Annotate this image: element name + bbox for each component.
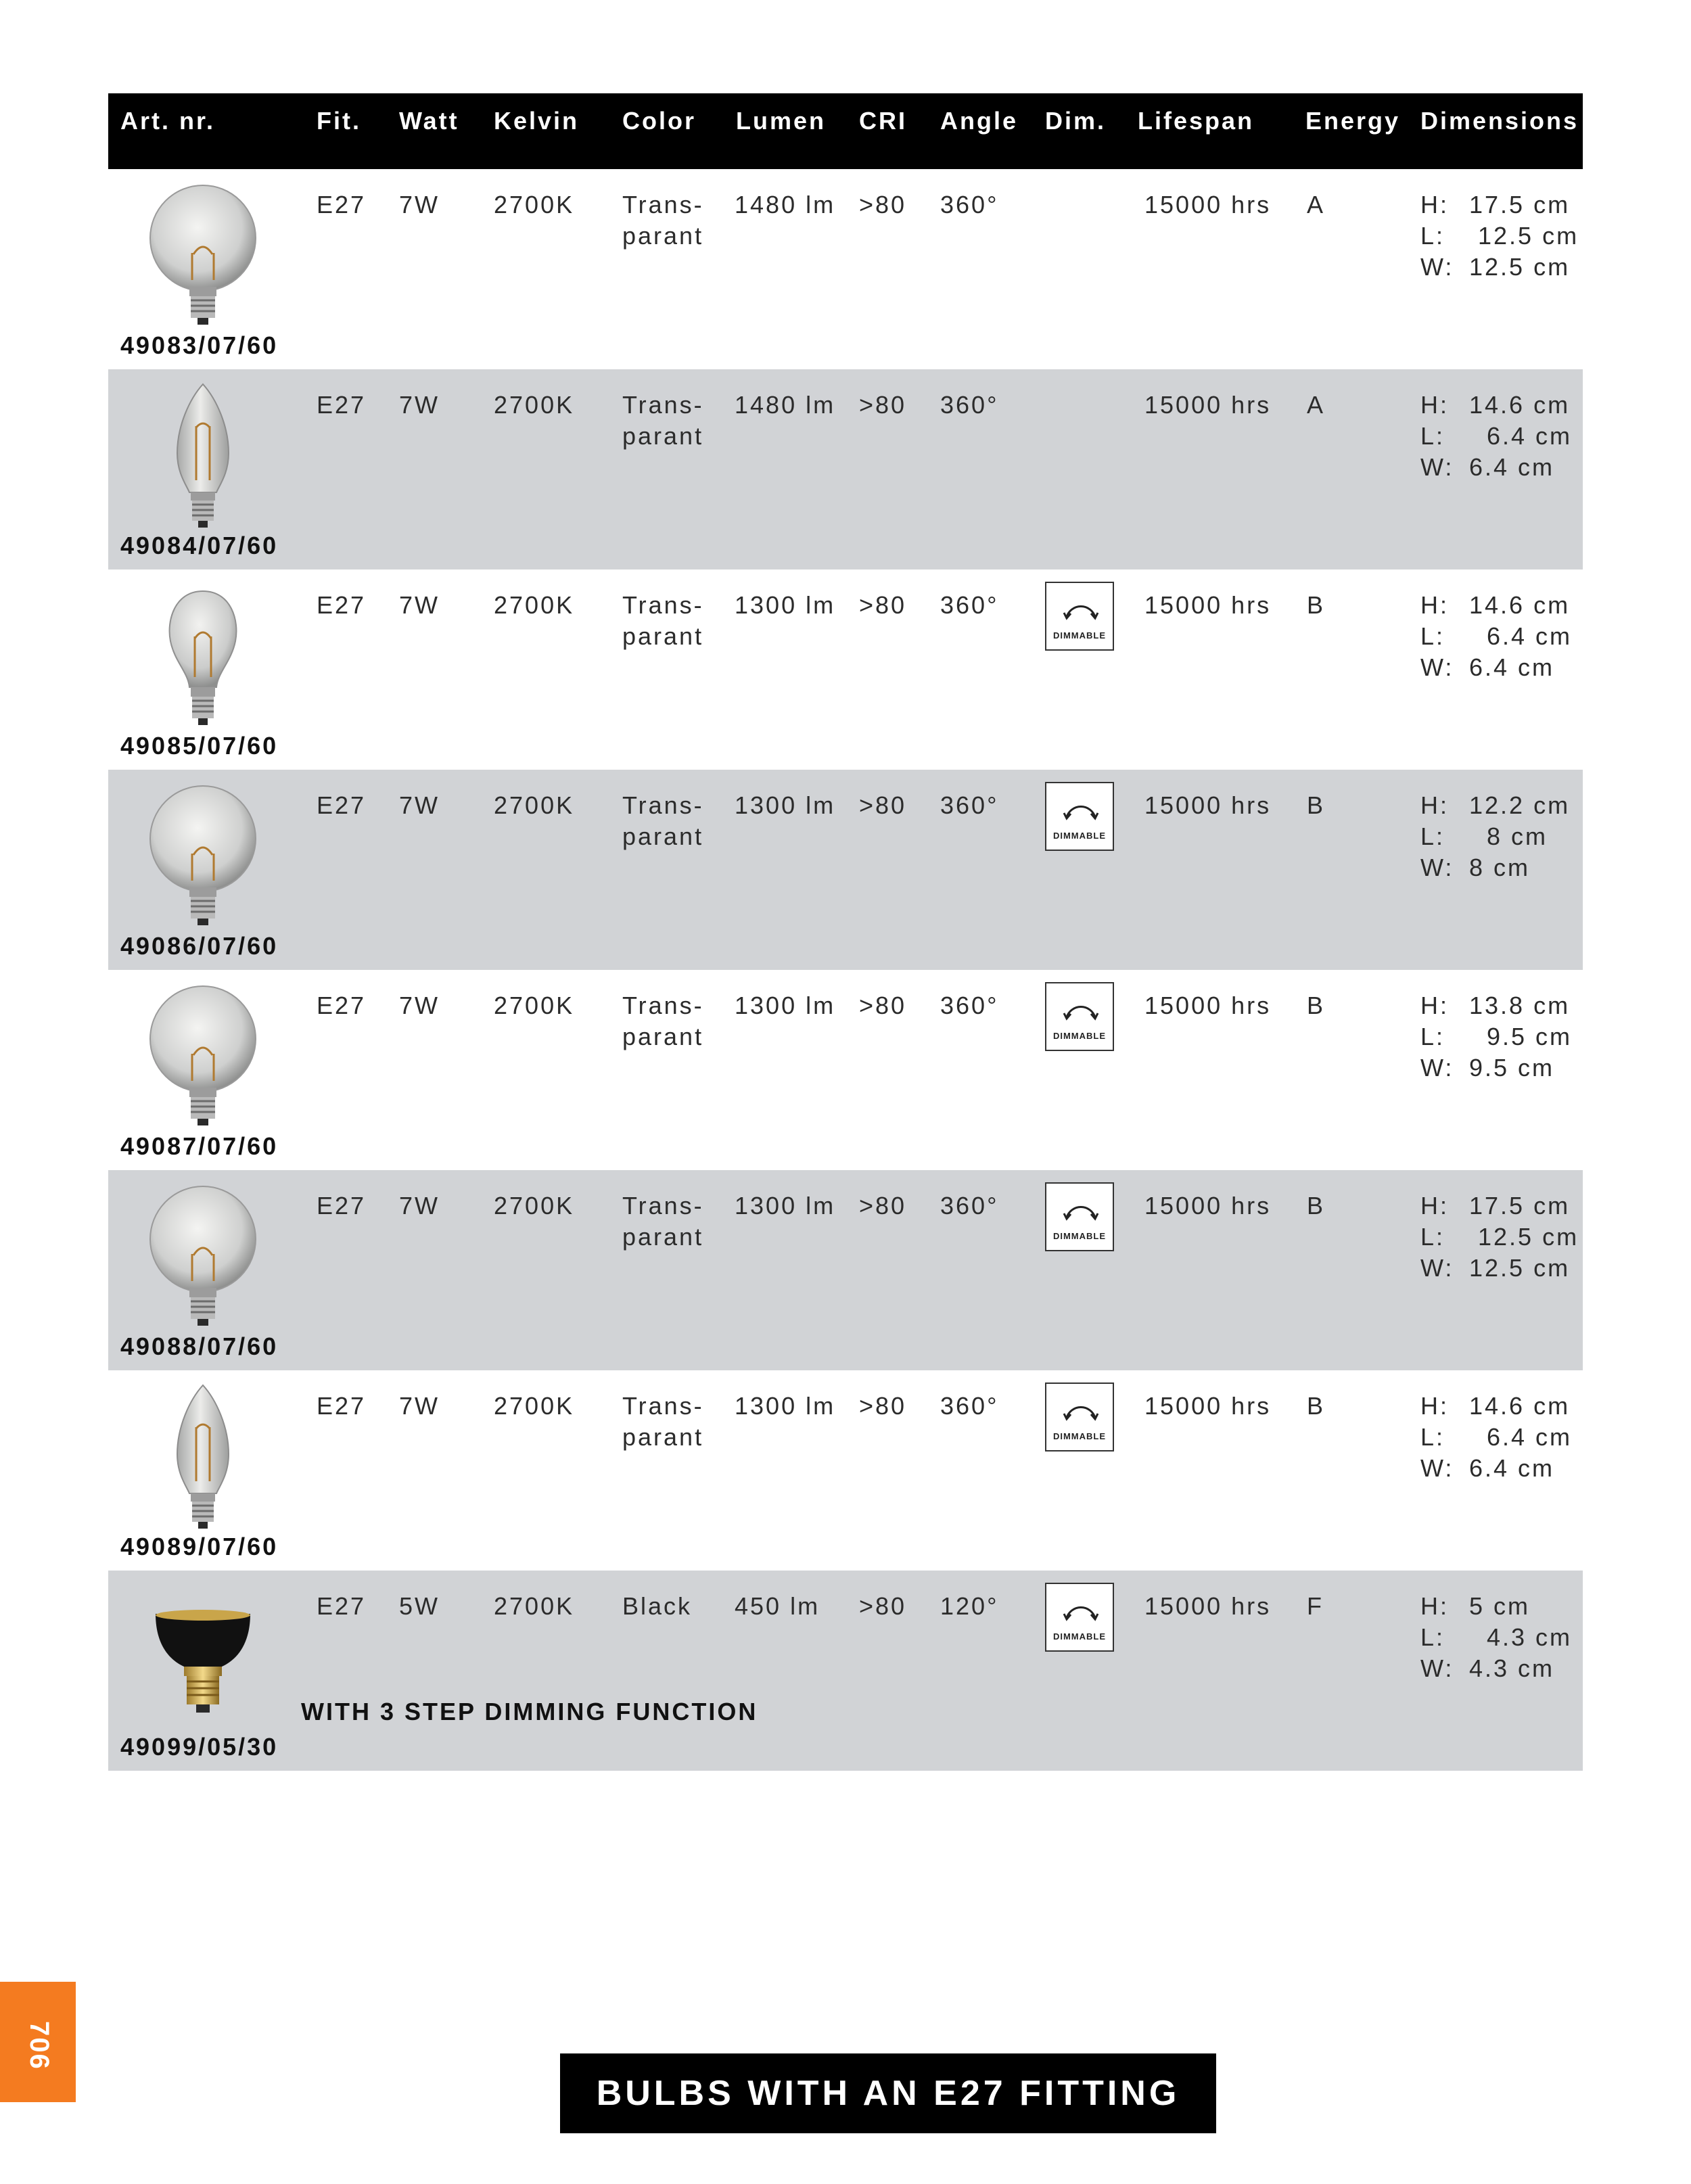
edison-bulb-icon [142, 1380, 264, 1535]
table-row [108, 1170, 1583, 1370]
width-label: W: [1420, 1054, 1454, 1082]
article-number: 49087/07/60 [120, 1132, 279, 1160]
table-body [108, 169, 1583, 1771]
dimensions-value [1420, 1591, 1572, 1684]
table-row [108, 570, 1583, 770]
header-dim: Dim. [1045, 107, 1107, 135]
globe-bulb-icon [142, 979, 264, 1135]
length-label: L: [1420, 622, 1445, 650]
fitting-value: E27 [317, 992, 367, 1019]
color-line-1: Trans- [622, 1192, 704, 1219]
color-line-1: Trans- [622, 191, 704, 218]
height-value: 17.5 cm [1469, 1192, 1571, 1219]
energy-value: B [1307, 1392, 1326, 1420]
lifespan-value: 15000 hrs [1144, 1592, 1272, 1620]
height-value: 14.6 cm [1469, 1392, 1571, 1420]
height-value: 13.8 cm [1469, 992, 1571, 1019]
globe-bulb-icon [142, 179, 264, 334]
energy-value: A [1307, 391, 1326, 419]
height-label: H: [1420, 791, 1449, 819]
dimmable-icon [1045, 582, 1114, 651]
lumen-value: 1300 lm [735, 791, 836, 819]
header-watt: Watt [399, 107, 459, 135]
angle-value: 120° [940, 1592, 999, 1620]
dimensions-value [1420, 590, 1572, 683]
height-label: H: [1420, 1592, 1449, 1620]
header-lumen: Lumen [736, 107, 827, 135]
dimmable-label: DIMMABLE [1052, 831, 1107, 841]
width-value: 12.5 cm [1469, 1254, 1571, 1282]
lumen-value: 1480 lm [735, 191, 836, 218]
kelvin-value: 2700K [494, 1392, 575, 1420]
table-row [108, 369, 1583, 570]
color-line-2: parant [622, 1023, 704, 1050]
width-value: 6.4 cm [1469, 653, 1555, 681]
dimmable-label: DIMMABLE [1052, 1231, 1107, 1241]
header-fit: Fit. [317, 107, 361, 135]
dimensions-value [1420, 1391, 1572, 1484]
kelvin-value: 2700K [494, 191, 575, 218]
kelvin-value: 2700K [494, 1192, 575, 1219]
article-number: 49085/07/60 [120, 732, 279, 760]
length-value: 6.4 cm [1469, 422, 1573, 450]
globe-bulb-icon [142, 779, 264, 935]
table-row [108, 1571, 1583, 1771]
cri-value: >80 [859, 992, 907, 1019]
lumen-value: 450 lm [735, 1592, 820, 1620]
fitting-value: E27 [317, 591, 367, 619]
color-line-2: parant [622, 222, 704, 250]
kelvin-value: 2700K [494, 992, 575, 1019]
page-number: 706 [24, 2021, 54, 2070]
color-line-2: parant [622, 1423, 704, 1451]
header-cri: CRI [859, 107, 907, 135]
color-line-1: Trans- [622, 1392, 704, 1420]
width-label: W: [1420, 453, 1454, 481]
product-table [108, 93, 1583, 1771]
cri-value: >80 [859, 1392, 907, 1420]
energy-value: B [1307, 591, 1326, 619]
energy-value: B [1307, 992, 1326, 1019]
height-label: H: [1420, 391, 1449, 419]
page-number-tab [0, 1982, 76, 2102]
table-row [108, 970, 1583, 1170]
color-line-1: Trans- [622, 391, 704, 419]
width-value: 8 cm [1469, 854, 1531, 881]
fitting-value: E27 [317, 1592, 367, 1620]
lumen-value: 1300 lm [735, 1192, 836, 1219]
lifespan-value: 15000 hrs [1144, 1392, 1272, 1420]
lifespan-value: 15000 hrs [1144, 1192, 1272, 1219]
table-header [108, 93, 1583, 169]
edison-bulb-icon [142, 379, 264, 534]
width-label: W: [1420, 253, 1454, 281]
black-reflector-bulb-icon [142, 1580, 264, 1736]
width-value: 6.4 cm [1469, 1454, 1555, 1482]
watt-value: 7W [399, 191, 440, 218]
color-line-2: parant [622, 622, 704, 650]
length-value: 8 cm [1469, 822, 1548, 850]
energy-value: B [1307, 1192, 1326, 1219]
length-label: L: [1420, 1423, 1445, 1451]
color-line-1: Black [622, 1592, 693, 1620]
cri-value: >80 [859, 191, 907, 218]
header-energy: Energy [1305, 107, 1401, 135]
color-value [622, 1190, 704, 1253]
standard-bulb-icon [142, 579, 264, 735]
length-value: 6.4 cm [1469, 622, 1573, 650]
lifespan-value: 15000 hrs [1144, 191, 1272, 218]
cri-value: >80 [859, 1192, 907, 1219]
length-value: 6.4 cm [1469, 1423, 1573, 1451]
article-number: 49086/07/60 [120, 932, 279, 960]
color-value [622, 790, 704, 852]
height-label: H: [1420, 1392, 1449, 1420]
color-value [622, 590, 704, 652]
color-value [622, 189, 704, 252]
kelvin-value: 2700K [494, 591, 575, 619]
dimmable-icon [1045, 982, 1114, 1051]
table-row [108, 770, 1583, 970]
dimmable-icon [1045, 1182, 1114, 1251]
energy-value: B [1307, 791, 1326, 819]
lifespan-value: 15000 hrs [1144, 391, 1272, 419]
height-value: 5 cm [1469, 1592, 1531, 1620]
lifespan-value: 15000 hrs [1144, 992, 1272, 1019]
dimensions-value [1420, 990, 1572, 1084]
dimensions-value [1420, 1190, 1579, 1284]
width-label: W: [1420, 1654, 1454, 1682]
color-line-2: parant [622, 422, 704, 450]
height-value: 14.6 cm [1469, 591, 1571, 619]
watt-value: 7W [399, 791, 440, 819]
dimmable-icon [1045, 782, 1114, 851]
article-number: 49084/07/60 [120, 532, 279, 559]
fitting-value: E27 [317, 1392, 367, 1420]
color-value [622, 390, 704, 452]
length-label: L: [1420, 1023, 1445, 1050]
length-label: L: [1420, 222, 1445, 250]
fitting-value: E27 [317, 391, 367, 419]
article-number: 49089/07/60 [120, 1533, 279, 1560]
watt-value: 7W [399, 1392, 440, 1420]
lumen-value: 1300 lm [735, 992, 836, 1019]
width-value: 6.4 cm [1469, 453, 1555, 481]
cri-value: >80 [859, 391, 907, 419]
dimmable-label: DIMMABLE [1052, 630, 1107, 641]
kelvin-value: 2700K [494, 791, 575, 819]
lumen-value: 1300 lm [735, 591, 836, 619]
cri-value: >80 [859, 591, 907, 619]
header-dimensions: Dimensions [1420, 107, 1579, 135]
height-value: 14.6 cm [1469, 391, 1571, 419]
lifespan-value: 15000 hrs [1144, 591, 1272, 619]
header-lifespan: Lifespan [1138, 107, 1255, 135]
color-line-2: parant [622, 1223, 704, 1251]
lumen-value: 1480 lm [735, 391, 836, 419]
header-color: Color [622, 107, 696, 135]
lumen-value: 1300 lm [735, 1392, 836, 1420]
watt-value: 5W [399, 1592, 440, 1620]
angle-value: 360° [940, 1192, 999, 1219]
color-line-1: Trans- [622, 591, 704, 619]
height-label: H: [1420, 591, 1449, 619]
watt-value: 7W [399, 992, 440, 1019]
length-value: 9.5 cm [1469, 1023, 1573, 1050]
color-line-1: Trans- [622, 992, 704, 1019]
header-kelvin: Kelvin [494, 107, 580, 135]
length-label: L: [1420, 822, 1445, 850]
angle-value: 360° [940, 1392, 999, 1420]
color-value [622, 990, 704, 1052]
length-label: L: [1420, 1623, 1445, 1651]
angle-value: 360° [940, 191, 999, 218]
article-number: 49083/07/60 [120, 331, 279, 359]
color-line-2: parant [622, 822, 704, 850]
dimensions-value [1420, 790, 1570, 883]
header-art-nr: Art. nr. [120, 107, 216, 135]
article-number: 49088/07/60 [120, 1332, 279, 1360]
kelvin-value: 2700K [494, 1592, 575, 1620]
fitting-value: E27 [317, 191, 367, 218]
width-label: W: [1420, 854, 1454, 881]
dimensions-value [1420, 390, 1572, 483]
energy-value: F [1307, 1592, 1324, 1620]
height-label: H: [1420, 1192, 1449, 1219]
dimensions-value [1420, 189, 1579, 283]
fitting-value: E27 [317, 791, 367, 819]
height-value: 17.5 cm [1469, 191, 1571, 218]
dimming-note: WITH 3 STEP DIMMING FUNCTION [301, 1698, 758, 1725]
length-label: L: [1420, 422, 1445, 450]
color-line-1: Trans- [622, 791, 704, 819]
header-angle: Angle [940, 107, 1019, 135]
height-label: H: [1420, 992, 1449, 1019]
dimmable-label: DIMMABLE [1052, 1031, 1107, 1041]
color-value [622, 1391, 704, 1453]
angle-value: 360° [940, 591, 999, 619]
lifespan-value: 15000 hrs [1144, 791, 1272, 819]
width-label: W: [1420, 1454, 1454, 1482]
length-value: 12.5 cm [1469, 222, 1579, 250]
length-value: 4.3 cm [1469, 1623, 1573, 1651]
watt-value: 7W [399, 391, 440, 419]
angle-value: 360° [940, 791, 999, 819]
angle-value: 360° [940, 391, 999, 419]
table-row [108, 1370, 1583, 1571]
length-value: 12.5 cm [1469, 1223, 1579, 1251]
dimmable-icon [1045, 1583, 1114, 1652]
cri-value: >80 [859, 1592, 907, 1620]
angle-value: 360° [940, 992, 999, 1019]
section-banner: BULBS WITH AN E27 FITTING [560, 2053, 1216, 2133]
height-value: 12.2 cm [1469, 791, 1571, 819]
table-row [108, 169, 1583, 369]
cri-value: >80 [859, 791, 907, 819]
watt-value: 7W [399, 1192, 440, 1219]
dimmable-icon [1045, 1383, 1114, 1451]
width-value: 4.3 cm [1469, 1654, 1555, 1682]
kelvin-value: 2700K [494, 391, 575, 419]
width-label: W: [1420, 1254, 1454, 1282]
width-label: W: [1420, 653, 1454, 681]
height-label: H: [1420, 191, 1449, 218]
width-value: 9.5 cm [1469, 1054, 1555, 1082]
length-label: L: [1420, 1223, 1445, 1251]
width-value: 12.5 cm [1469, 253, 1571, 281]
fitting-value: E27 [317, 1192, 367, 1219]
article-number: 49099/05/30 [120, 1733, 279, 1761]
dimmable-label: DIMMABLE [1052, 1431, 1107, 1441]
globe-bulb-icon [142, 1180, 264, 1335]
dimmable-label: DIMMABLE [1052, 1631, 1107, 1642]
energy-value: A [1307, 191, 1326, 218]
watt-value: 7W [399, 591, 440, 619]
color-value [622, 1591, 692, 1622]
